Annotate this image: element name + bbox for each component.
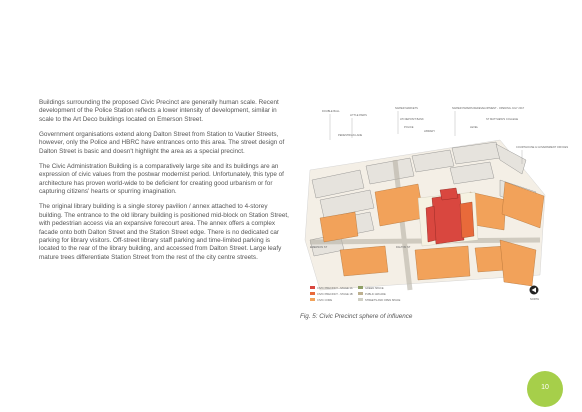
legend-label-3: CIVIC CORE — [317, 299, 333, 302]
legend-swatch-1 — [310, 286, 315, 289]
legend-swatch-4 — [358, 286, 363, 289]
legend-swatch-3 — [310, 298, 315, 301]
figure-caption: Fig. 5: Civic Precinct sphere of influence — [300, 313, 413, 320]
legend-swatch-5 — [358, 292, 363, 295]
north-arrow-icon — [530, 286, 539, 295]
map-label-top-5: ATI DEPOSIT BANK — [400, 118, 424, 121]
map-label-top-2: LITTLE PARIS — [350, 114, 367, 117]
legend-swatch-6 — [358, 298, 363, 301]
paragraph-4: The original library building is a single storey pavilion / annex attached to 4-storey building. The entrance to the old library building is positioned mid-block on Station Street, with pedestrian access via an expansive forecourt area. The annex offers a complex facade onto both Dalton Street and the Station Street edge. There is no dedicated car parking for library visitors. Off-street library staff parking and time-limited parking is located to the rear of the library building, and accessed from Dalton Street. Large leafy mature trees differentiate Station Street from the rest of the city centre streets. — [39, 203, 289, 261]
civic-precinct-map — [300, 100, 569, 305]
legend-label-2: CIVIC PRECINCT - STAGE 1B — [317, 293, 353, 296]
legend-label-1: CIVIC PRECINCT - STAGE 1A — [317, 287, 353, 290]
legend-swatch-2 — [310, 292, 315, 295]
legend-label-5: PUBLIC ARCADE — [365, 293, 386, 296]
map-label-top-8: LEVEL — [470, 126, 479, 129]
map-label-top-6: POLICE — [404, 126, 414, 129]
page-number-badge — [527, 371, 563, 407]
compass-label: NORTH — [530, 298, 540, 301]
legend-label-4: GREEN SPACE — [365, 287, 384, 290]
map-label-top-4: NAPIER PAPERS REDEVELOPMENT - OPENING JULY 2017 — [452, 107, 525, 110]
map-legend — [310, 286, 401, 302]
civic-precinct-stage-1b — [460, 202, 474, 238]
paragraph-2: Government organisations extend along Dalton Street from Station to Vautier Streets, however, only the Police and HBRC have entrances onto this area. The street design of Dalton Street is basic and doesn't highlight the area as a special precinct. — [39, 131, 285, 155]
legend-label-6: STREETS AND OPEN SPACE — [365, 299, 401, 302]
civic-precinct-map-figure — [300, 100, 569, 305]
map-label-right-1: COURTHOUSE & GOVERNMENT OFFICES — [516, 146, 569, 149]
body-text — [39, 99, 291, 269]
paragraph-3: The Civic Administration Building is a comparatively large site and its buildings are an expression of civic values from the postwar modernist period. Unfortunately, this type of architecture has proven world-wide to be deficient for creating good urbanism or for capturing citizens' hearts or spurring imagination. — [39, 163, 284, 196]
map-label-top-3: NAPIER MARKETS — [395, 107, 418, 110]
map-label-top-10: PEDESTRIAN LANE — [338, 134, 363, 137]
map-label-street-1: EMERSON ST — [310, 246, 328, 249]
map-label-top-9: ST MATTHEW'S COLLEGE — [486, 118, 519, 121]
paragraph-1: Buildings surrounding the proposed Civic Precinct are generally human scale. Recent development of the Police Station reflects a lower intensity of development, similar in scale to the Art Deco buildings located on Emerson Street. — [39, 99, 279, 123]
map-label-top-1: DOUBLE BALL — [322, 110, 340, 113]
map-label-top-7: LIBRARY — [424, 130, 436, 133]
page-number: 10 — [541, 384, 549, 391]
map-label-street-2: DALTON ST — [396, 246, 411, 249]
